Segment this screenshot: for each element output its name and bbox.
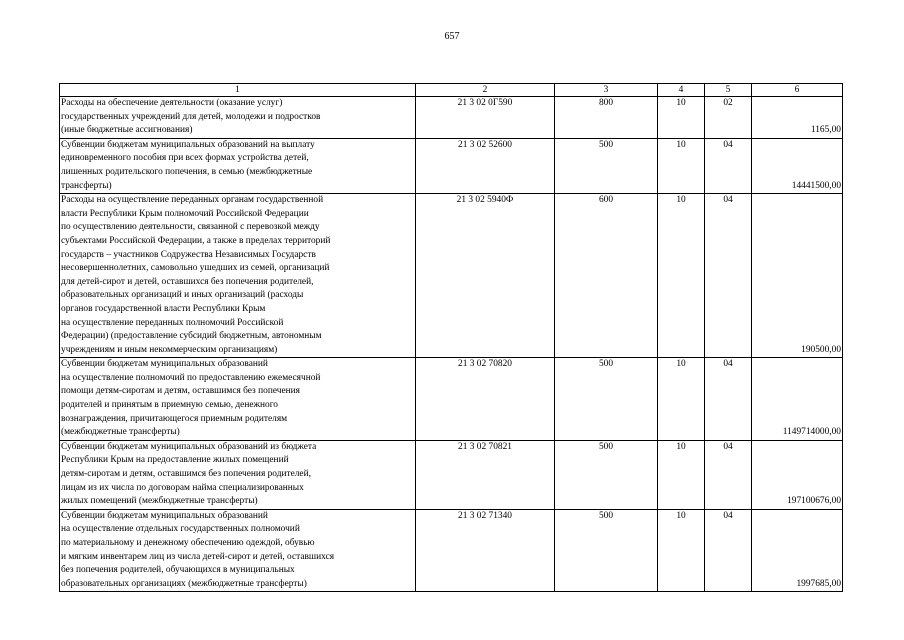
section-code: 10 [658,358,705,441]
target-article-code: 21 3 02 70820 [416,358,555,441]
expense-type-code: 500 [555,138,658,193]
expense-type-code: 500 [555,440,658,509]
expense-name: Расходы на обеспечение деятельности (оказание услуг) государственных учреждений для детей, молодежи и подростков (иные бюджетные ассигнования) [60,97,416,139]
amount: 190500,00 [752,194,843,358]
expense-name: Субвенции бюджетам муниципальных образований из бюджета Республики Крым на предоставление жилых помещений детям-сиротам и детям, оставшимся без попечения родителей, лицам из их числа по договорам найма специализированных жилых помещений (межбюджетные трансферты) [60,440,416,509]
section-code: 10 [658,194,705,358]
expense-name: Субвенции бюджетам муниципальных образований на осуществление полномочий по предоставлению ежемесячной помощи детям-сиротам и детям, оставшимся без попечения родителей и принятым в приемную семью, денежного вознаграждения, причитающегося приемным родителям (межбюджетные трансферты) [60,358,416,441]
column-header: 3 [555,84,658,97]
column-number-row [60,84,843,97]
target-article-code: 21 3 02 0Г590 [416,97,555,139]
column-header: 4 [658,84,705,97]
section-code: 10 [658,440,705,509]
expense-name: Субвенции бюджетам муниципальных образований на выплату единовременного пособия при всех формах устройства детей, лишенных родительского попечения, в семью (межбюджетные трансферты) [60,138,416,193]
column-header: 1 [60,84,416,97]
subsection-code: 02 [705,97,752,139]
target-article-code: 21 3 02 52600 [416,138,555,193]
expense-type-code: 500 [555,358,658,441]
table-row [60,138,843,193]
table-row [60,97,843,139]
amount: 1997685,00 [752,509,843,592]
column-header: 6 [752,84,843,97]
section-code: 10 [658,509,705,592]
target-article-code: 21 3 02 71340 [416,509,555,592]
table-row [60,358,843,441]
table-row [60,440,843,509]
section-code: 10 [658,138,705,193]
expense-type-code: 500 [555,509,658,592]
budget-table [59,83,843,592]
amount: 14441500,00 [752,138,843,193]
subsection-code: 04 [705,358,752,441]
table-row [60,194,843,358]
subsection-code: 04 [705,138,752,193]
expense-name: Субвенции бюджетам муниципальных образований на осуществление отдельных государственных полномочий по материальному и денежному обеспечению одеждой, обувью и мягким инвентарем лиц из числа детей-сирот и детей, оставшихся без попечения родителей, обучающихся в муниципальных образовательных организациях (межбюджетные трансферты) [60,509,416,592]
expense-name: Расходы на осуществление переданных органам государственной власти Республики Крым полномочий Российской Федерации по осуществлению деятельности, связанной с перевозкой между субъектами Российской Федерации, а также в пределах территорий государств – участников Содружества Независимых Государств несовершеннолетних, самовольно ушедших из семей, организаций для детей-сирот и детей, оставшихся без попечения родителей, образовательных организаций и иных организаций (расходы органов государственной власти Республики Крым на осуществление переданных полномочий Российской Федерации) (предоставление субсидий бюджетным, автономным учреждениям и иным некоммерческим организациям) [60,194,416,358]
subsection-code: 04 [705,509,752,592]
column-header: 5 [705,84,752,97]
target-article-code: 21 3 02 5940Ф [416,194,555,358]
expense-type-code: 800 [555,97,658,139]
section-code: 10 [658,97,705,139]
table-row [60,509,843,592]
expense-type-code: 600 [555,194,658,358]
amount: 1165,00 [752,97,843,139]
column-header: 2 [416,84,555,97]
amount: 1149714000,00 [752,358,843,441]
subsection-code: 04 [705,194,752,358]
subsection-code: 04 [705,440,752,509]
amount: 197100676,00 [752,440,843,509]
page-number: 657 [444,31,460,42]
target-article-code: 21 3 02 70821 [416,440,555,509]
